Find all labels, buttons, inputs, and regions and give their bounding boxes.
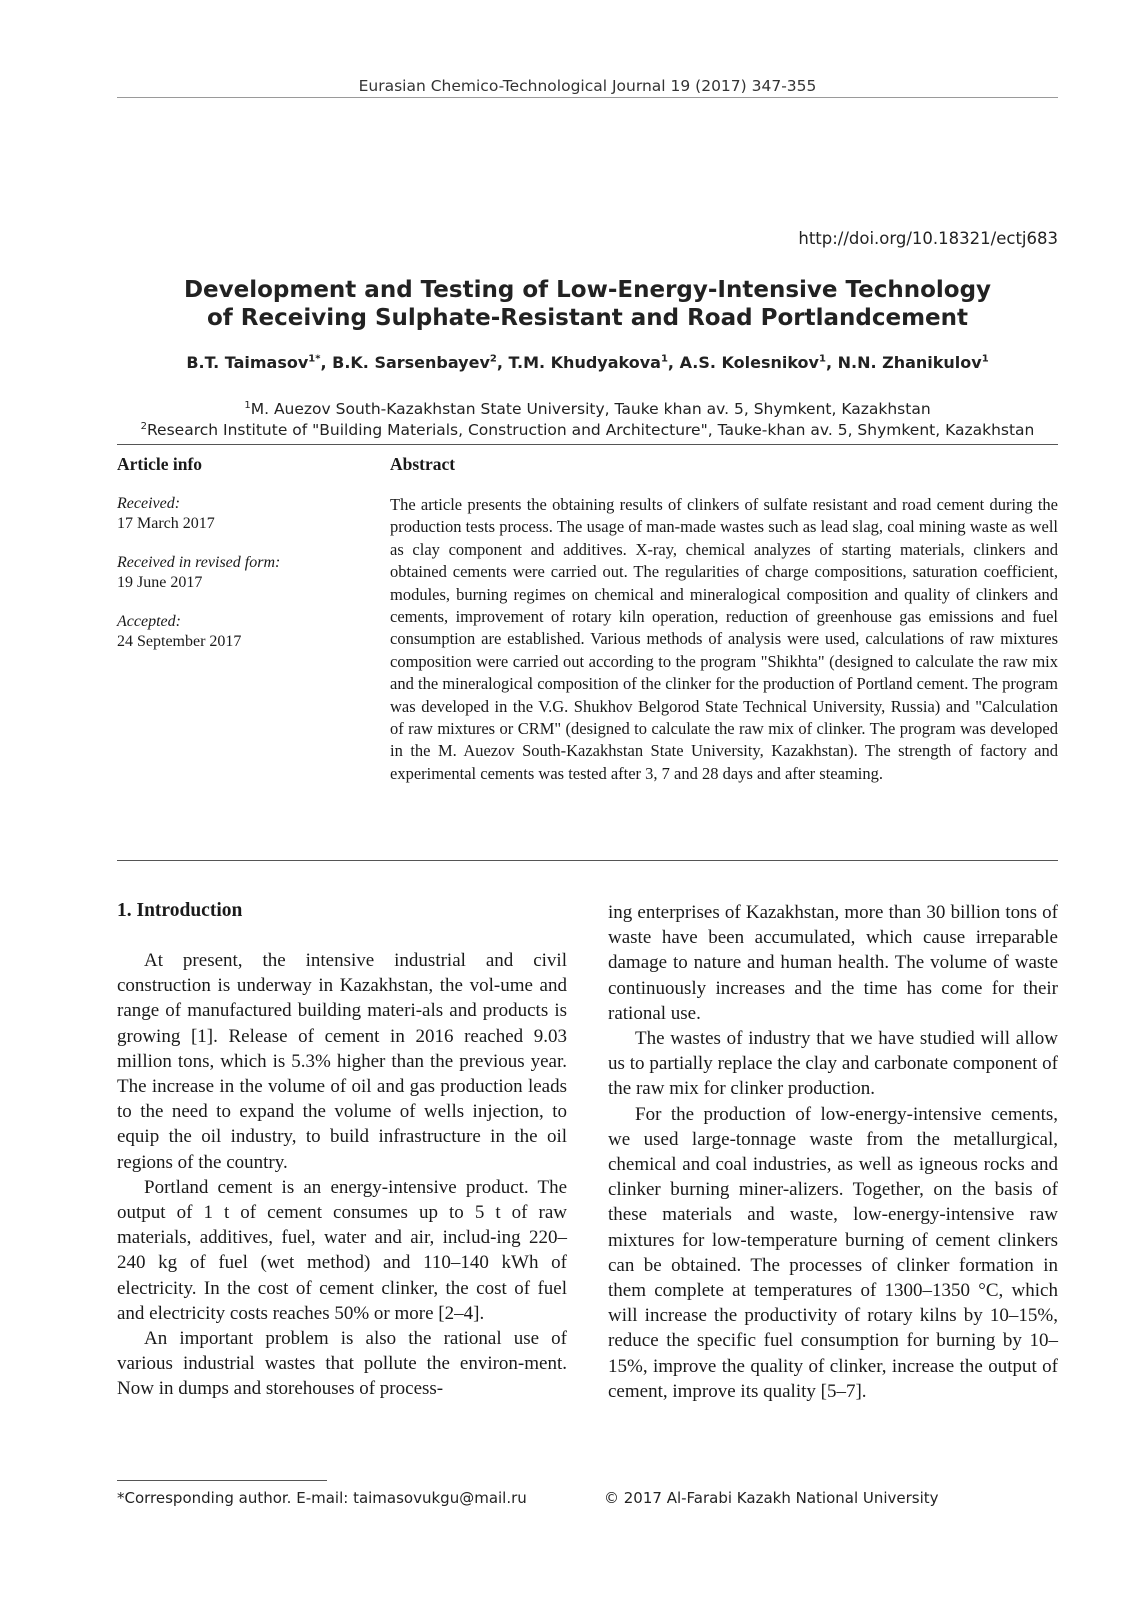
section-heading-introduction: 1. Introduction: [117, 900, 243, 921]
doi-link[interactable]: http://doi.org/10.18321/ectj683: [798, 229, 1058, 248]
author-separator: ,: [496, 353, 509, 372]
revised-block: [117, 553, 367, 593]
received-date: 17 March 2017: [117, 515, 215, 532]
journal-header: Eurasian Chemico-Technological Journal 19 (2017) 347-355: [358, 77, 817, 95]
left-column: [117, 900, 567, 1402]
affiliation-sup: 2: [140, 421, 147, 432]
body-paragraph: The wastes of industry that we have studied will allow us to partially replace the clay and carbonate component of the raw mix for clinker production.: [608, 1028, 1058, 1100]
author-separator: ,: [320, 353, 333, 372]
abstract-text: The article presents the obtaining results of clinkers of sulfate resistant and road cement during the production tests process. The usage of man-made wastes such as lead slag, coal mining waste as well as clay component and additives. X-ray, chemical analyzes of starting materials, clinkers and obtained cements were carried out. The regularities of charge compositions, saturation coefficient, modules, burning regimes on chemical and mineralogical composition and quality of clinkers and cements, improvement of rotary kiln operation, reduction of greenhouse gas emissions and fuel consumption are established. Various methods of analysis were used, calculations of raw mixtures composition were carried out according to the program "Shikhta" (designed to calculate the raw mix and the mineralogical composition of the clinker for the production of Portland cement. The program was developed in the V.G. Shukhov Belgorod State Technical University, Russia) and "Calculation of raw mixtures or CRM" (designed to calculate the raw mix of clinker. The program was developed in the M. Auezov South-Kazakhstan State University, Kazakhstan). The strength of factory and experimental cements was tested after 3, 7 and 28 days and after steaming.: [390, 495, 1058, 783]
author-list: [117, 353, 1058, 372]
body-paragraph: An important problem is also the rational use of various industrial wastes that pollute the environ-ment. Now in dumps and storehouses of process-: [117, 1328, 567, 1400]
author-name: B.T. Taimasov: [186, 353, 309, 372]
right-column: [608, 900, 1058, 1404]
article-info-bottom-rule: [117, 860, 1058, 861]
author-affil-sup: 2: [489, 353, 497, 365]
author-affil-sup: 1: [981, 353, 989, 365]
author-name: T.M. Khudyakova: [508, 353, 661, 372]
affiliation-text: M. Auezov South-Kazakhstan State University, Tauke khan av. 5, Shymkent, Kazakhstan: [250, 400, 931, 419]
title-line-2: of Receiving Sulphate-Resistant and Road Portlandcement: [206, 305, 969, 331]
copyright-notice: © 2017 Al-Farabi Kazakh National University: [604, 1489, 939, 1507]
body-paragraph: At present, the intensive industrial and civil construction is underway in Kazakhstan, the vol-ume and range of manufactured building materi-als and products is growing [1]. Release of cement in 2016 reached 9.03 million tons, which is 5.3% higher than the previous year. The increase in the volume of oil and gas production leads to the need to expand the volume of wells injection, to equip the oil industry, to build infrastructure in the oil regions of the country.: [117, 950, 567, 1173]
author-affil-sup: 1: [818, 353, 826, 365]
accepted-block: [117, 612, 367, 652]
accepted-label: Accepted:: [117, 613, 181, 630]
body-paragraph: Portland cement is an energy-intensive product. The output of 1 t of cement consumes up to 5 t of raw materials, additives, fuel, water and air, includ-ing 220–240 kg of fuel (wet method) and 110–140 kWh of electricity. In the cost of cement clinker, the cost of fuel and electricity costs reaches 50% or more [2–4].: [117, 1176, 567, 1324]
author-affil-sup: 1: [660, 353, 668, 365]
author-affil-sup: 1*: [308, 353, 321, 365]
abstract-heading: Abstract: [390, 454, 456, 474]
affiliation-sup: 1: [244, 400, 251, 411]
title-line-1: Development and Testing of Low-Energy-Intensive Technology: [183, 277, 992, 303]
article-dates: [117, 494, 367, 671]
header-rule: [117, 97, 1058, 98]
body-paragraph-continued: ing enterprises of Kazakhstan, more than 30 billion tons of waste have been accumulated, which cause irreparable damage to nature and human health. The volume of waste continuously increases and the time has come for their rational use.: [608, 902, 1058, 1024]
revised-date: 19 June 2017: [117, 574, 203, 591]
corresponding-author-footnote: *Corresponding author. E-mail: taimasovukgu@mail.ru: [117, 1489, 527, 1507]
article-info-top-rule: [117, 444, 1058, 445]
affiliation-1: [117, 400, 1058, 418]
author-separator: ,: [667, 353, 680, 372]
received-label: Received:: [117, 495, 181, 512]
affiliation-text: Research Institute of "Building Materials, Construction and Architecture", Tauke-khan av. 5, Shymkent, Kazakhstan: [146, 421, 1035, 440]
footnote-rule: [117, 1480, 327, 1481]
author-name: N.N. Zhanikulov: [837, 353, 982, 372]
accepted-date: 24 September 2017: [117, 633, 242, 650]
received-block: [117, 494, 367, 534]
author-separator: ,: [825, 353, 838, 372]
author-name: A.S. Kolesnikov: [679, 353, 819, 372]
affiliation-2: [117, 421, 1058, 439]
author-name: B.K. Sarsenbayev: [332, 353, 490, 372]
body-paragraph: For the production of low-energy-intensive cements, we used large-tonnage waste from the metallurgical, chemical and coal industries, as well as igneous rocks and clinker burning miner-alizers. Together, on the basis of these materials and waste, low-energy-intensive raw mixtures for low-temperature burning of cement clinkers can be obtained. The processes of clinker formation in them complete at temperatures of 1300–1350 °C, which will increase the productivity of rotary kilns by 10–15%, reduce the specific fuel consumption for burning by 10–15%, improve the quality of clinker, increase the output of cement, improve its quality [5–7].: [608, 1103, 1058, 1402]
article-info-heading: Article info: [117, 454, 203, 474]
paper-title: [117, 276, 1058, 332]
revised-label: Received in revised form:: [117, 554, 281, 571]
